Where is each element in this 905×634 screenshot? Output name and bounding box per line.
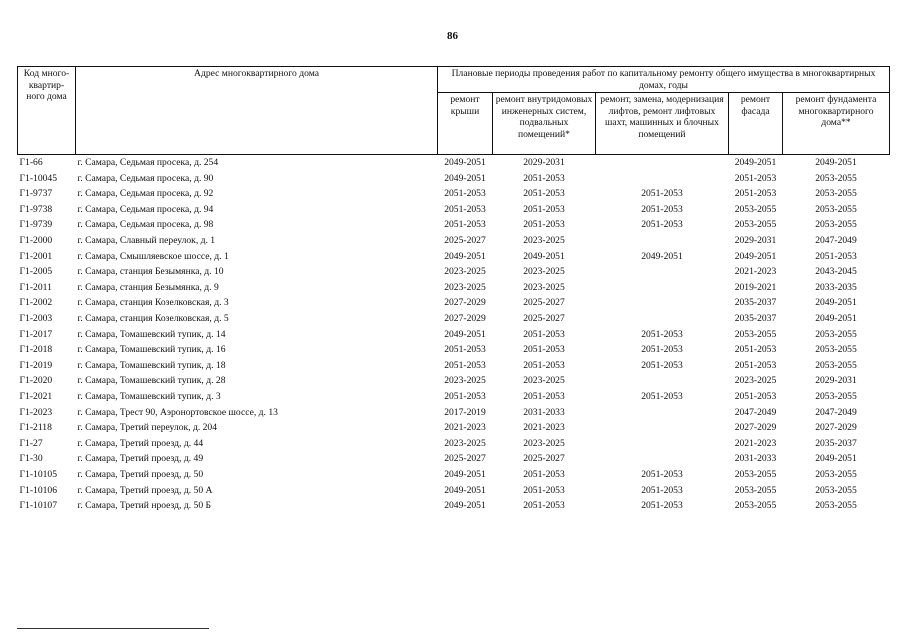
cell-roof: 2027-2029 xyxy=(444,297,486,309)
table-row xyxy=(18,420,890,436)
cell-elevators: 2051-2053 xyxy=(641,390,683,402)
cell-foundation: 2049-2051 xyxy=(815,297,857,309)
cell-roof: 2021-2023 xyxy=(444,422,486,434)
cell-elevators xyxy=(596,373,729,389)
footnote-rule xyxy=(17,628,209,629)
table-row xyxy=(18,171,890,187)
cell-code: Г1-2118 xyxy=(19,422,52,434)
cell-roof: 2025-2027 xyxy=(444,235,486,247)
cell-address: г. Самара, Смышляевское шоссе, д. 1 xyxy=(77,250,229,262)
cell-elevators xyxy=(596,436,729,452)
cell-foundation: 2053-2055 xyxy=(815,359,857,371)
cell-systems: 2029-2031 xyxy=(493,155,596,171)
cell-foundation: 2053-2055 xyxy=(815,390,857,402)
cell-elevators: 2051-2053 xyxy=(641,219,683,231)
cell-roof: 2049-2051 xyxy=(444,468,486,480)
cell-elevators: 2051-2053 xyxy=(641,188,683,200)
cell-foundation: 2053-2055 xyxy=(815,500,857,512)
cell-code: Г1-2018 xyxy=(19,344,53,356)
table-row xyxy=(18,342,890,358)
cell-facade: 2047-2049 xyxy=(734,406,777,418)
cell-elevators: 2051-2053 xyxy=(641,344,683,356)
cell-facade: 2031-2033 xyxy=(734,453,777,465)
cell-facade: 2053-2055 xyxy=(734,219,777,231)
header-facade: ремонт фасада xyxy=(729,93,783,155)
cell-foundation: 2029-2031 xyxy=(815,375,857,387)
cell-elevators xyxy=(596,295,729,311)
cell-elevators xyxy=(596,233,729,249)
cell-roof: 2023-2025 xyxy=(444,266,486,278)
cell-roof: 2049-2051 xyxy=(444,484,486,496)
cell-foundation: 2053-2055 xyxy=(815,188,857,200)
cell-systems: 2023-2025 xyxy=(523,375,565,387)
cell-facade: 2029-2031 xyxy=(734,235,777,247)
cell-address: г. Самара, Седьмая просека, д. 92 xyxy=(77,188,214,200)
cell-code: Г1-10107 xyxy=(19,500,58,512)
cell-foundation: 2043-2045 xyxy=(815,266,857,278)
cell-address: г. Самара, Славный переулок, д. 1 xyxy=(77,235,216,247)
cell-systems: 2049-2051 xyxy=(523,250,565,262)
table-row xyxy=(18,467,890,483)
table-row xyxy=(18,264,890,280)
cell-roof: 2049-2051 xyxy=(444,328,486,340)
table-row xyxy=(18,295,890,311)
cell-elevators xyxy=(596,451,729,467)
table-header xyxy=(18,67,890,155)
cell-systems: 2051-2053 xyxy=(523,188,565,200)
cell-facade: 2035-2037 xyxy=(734,312,777,324)
cell-address: г. Самара, Третий переулок, д. 204 xyxy=(77,422,218,434)
cell-facade: 2049-2051 xyxy=(734,250,777,262)
header-address: Адрес многоквартирного дома xyxy=(76,67,438,155)
cell-code: Г1-2001 xyxy=(19,250,53,262)
cell-roof: 2051-2053 xyxy=(444,390,486,402)
cell-elevators xyxy=(596,420,729,436)
table-row xyxy=(18,498,890,514)
cell-facade: 2051-2053 xyxy=(734,359,777,371)
cell-facade: 2027-2029 xyxy=(734,422,777,434)
page-number: 86 xyxy=(447,30,458,42)
cell-elevators: 2051-2053 xyxy=(641,203,683,215)
cell-address: г. Самара, Седьмая просека, д. 94 xyxy=(77,203,214,215)
cell-elevators: 2049-2051 xyxy=(641,250,683,262)
cell-facade: 2019-2021 xyxy=(734,281,777,293)
cell-address: г. Самара, Третий проезд, д. 44 xyxy=(77,437,204,449)
cell-elevators: 2051-2053 xyxy=(641,359,683,371)
table-row xyxy=(18,327,890,343)
cell-elevators: 2051-2053 xyxy=(641,468,683,480)
cell-code: Г1-2003 xyxy=(19,312,53,324)
cell-systems: 2051-2053 xyxy=(523,484,565,496)
cell-roof: 2023-2025 xyxy=(444,437,486,449)
cell-roof: 2027-2029 xyxy=(444,312,486,324)
header-code: Код много-квартир-ного дома xyxy=(18,67,76,155)
cell-systems: 2023-2025 xyxy=(523,266,565,278)
cell-address: г. Самара, Третий нроезд, д. 50 Б xyxy=(77,500,212,512)
cell-roof: 2051-2053 xyxy=(444,203,486,215)
cell-facade: 2053-2055 xyxy=(734,484,777,496)
cell-code: Г1-10106 xyxy=(19,484,58,496)
cell-systems: 2021-2023 xyxy=(523,422,565,434)
cell-address: г. Самара, станция Безымянка, д. 9 xyxy=(77,281,219,293)
cell-facade: 2053-2055 xyxy=(734,328,777,340)
cell-foundation: 2033-2035 xyxy=(815,281,857,293)
cell-address: г. Самара, Седьмая просека, д. 98 xyxy=(77,219,214,231)
cell-address: г. Самара, Томашевский тупик, д. 3 xyxy=(77,390,221,402)
cell-systems: 2051-2053 xyxy=(523,500,565,512)
cell-foundation: 2047-2049 xyxy=(815,235,857,247)
cell-address: г. Самара, Томашевский тупик, д. 18 xyxy=(77,359,226,371)
cell-facade: 2021-2023 xyxy=(734,437,777,449)
cell-foundation: 2049-2051 xyxy=(783,155,890,171)
table-row xyxy=(18,405,890,421)
cell-elevators: 2051-2053 xyxy=(641,484,683,496)
cell-systems: 2051-2053 xyxy=(523,328,565,340)
cell-foundation: 2035-2037 xyxy=(815,437,857,449)
table-row xyxy=(18,358,890,374)
cell-systems: 2031-2033 xyxy=(523,406,565,418)
cell-elevators xyxy=(596,155,729,171)
cell-address: г. Самара, Томашевский тупик, д. 14 xyxy=(77,328,226,340)
cell-roof: 2049-2051 xyxy=(444,172,486,184)
cell-facade: 2049-2051 xyxy=(729,155,783,171)
cell-roof: 2017-2019 xyxy=(444,406,486,418)
cell-address: г. Самара, станция Безымянка, д. 10 xyxy=(77,266,224,278)
cell-facade: 2053-2055 xyxy=(734,203,777,215)
table-row xyxy=(18,280,890,296)
cell-systems: 2051-2053 xyxy=(523,390,565,402)
cell-roof: 2025-2027 xyxy=(444,453,486,465)
table-row xyxy=(18,233,890,249)
cell-roof: 2051-2053 xyxy=(444,344,486,356)
header-periods: Плановые периоды проведения работ по капитальному ремонту общего имущества в многоквартирных домах, годы xyxy=(438,67,890,93)
cell-facade: 2051-2053 xyxy=(734,172,777,184)
cell-foundation: 2047-2049 xyxy=(815,406,857,418)
table-row xyxy=(18,451,890,467)
cell-code: Г1-10105 xyxy=(19,468,58,480)
cell-facade: 2023-2025 xyxy=(734,375,777,387)
cell-roof: 2049-2051 xyxy=(444,250,486,262)
cell-facade: 2051-2053 xyxy=(734,188,777,200)
cell-facade: 2035-2037 xyxy=(734,297,777,309)
cell-systems: 2051-2053 xyxy=(523,172,565,184)
cell-elevators: 2051-2053 xyxy=(641,328,683,340)
cell-address: г. Самара, Третий проезд, д. 50 xyxy=(77,468,204,480)
table-row xyxy=(18,389,890,405)
cell-roof: 2051-2053 xyxy=(444,219,486,231)
cell-code: Г1-2021 xyxy=(19,390,53,402)
header-foundation: ремонт фундамента многоквартирного дома** xyxy=(783,93,890,155)
cell-address: г. Самара, Седьмая просека, д. 90 xyxy=(77,172,214,184)
cell-facade: 2051-2053 xyxy=(734,344,777,356)
cell-code: Г1-2000 xyxy=(19,235,53,247)
table-row xyxy=(18,217,890,233)
cell-code: Г1-2002 xyxy=(19,297,53,309)
cell-code: Г1-2017 xyxy=(19,328,53,340)
cell-foundation: 2049-2051 xyxy=(815,312,857,324)
cell-elevators xyxy=(596,311,729,327)
cell-elevators xyxy=(596,264,729,280)
cell-address: г. Самара, Томашевский тупик, д. 16 xyxy=(77,344,226,356)
repair-schedule-table xyxy=(17,66,890,514)
cell-foundation: 2049-2051 xyxy=(815,453,857,465)
cell-code: Г1-66 xyxy=(18,155,76,171)
cell-foundation: 2053-2055 xyxy=(815,344,857,356)
cell-facade: 2021-2023 xyxy=(734,266,777,278)
cell-elevators xyxy=(596,280,729,296)
table-row xyxy=(18,373,890,389)
cell-code: Г1-9737 xyxy=(19,188,53,200)
table-body xyxy=(18,155,890,514)
cell-code: Г1-9739 xyxy=(19,219,53,231)
cell-elevators: 2051-2053 xyxy=(641,500,683,512)
cell-roof: 2023-2025 xyxy=(444,375,486,387)
cell-foundation: 2053-2055 xyxy=(815,328,857,340)
cell-elevators xyxy=(596,171,729,187)
table-row xyxy=(18,155,890,171)
cell-address: г. Самара, Трест 90, Аэронортовское шоссе, д. 13 xyxy=(77,406,278,418)
cell-facade: 2053-2055 xyxy=(734,468,777,480)
cell-code: Г1-10045 xyxy=(19,172,58,184)
cell-roof: 2049-2051 xyxy=(438,155,493,171)
table-row xyxy=(18,436,890,452)
cell-foundation: 2051-2053 xyxy=(815,250,857,262)
cell-systems: 2025-2027 xyxy=(523,312,565,324)
cell-foundation: 2053-2055 xyxy=(815,219,857,231)
cell-roof: 2051-2053 xyxy=(444,359,486,371)
cell-code: Г1-2020 xyxy=(19,375,53,387)
cell-address: г. Самара, Томашевский тупик, д. 28 xyxy=(77,375,226,387)
cell-foundation: 2053-2055 xyxy=(815,172,857,184)
cell-address: г. Самара, станция Козелковская, д. 5 xyxy=(77,312,229,324)
cell-systems: 2023-2025 xyxy=(523,281,565,293)
cell-systems: 2025-2027 xyxy=(523,297,565,309)
cell-roof: 2051-2053 xyxy=(444,188,486,200)
cell-systems: 2025-2027 xyxy=(523,453,565,465)
cell-code: Г1-2023 xyxy=(19,406,53,418)
cell-systems: 2051-2053 xyxy=(523,203,565,215)
cell-elevators xyxy=(596,405,729,421)
cell-code: Г1-9738 xyxy=(19,203,53,215)
table-row xyxy=(18,202,890,218)
table-row xyxy=(18,186,890,202)
table-row xyxy=(18,311,890,327)
cell-systems: 2023-2025 xyxy=(523,235,565,247)
cell-foundation: 2027-2029 xyxy=(815,422,857,434)
cell-code: Г1-2005 xyxy=(19,266,53,278)
cell-code: Г1-2011 xyxy=(19,281,52,293)
cell-code: Г1-2019 xyxy=(19,359,53,371)
cell-systems: 2051-2053 xyxy=(523,359,565,371)
cell-address: г. Самара, станция Козелковская, д. 3 xyxy=(77,297,229,309)
cell-address: г. Самара, Третий проезд, д. 50 А xyxy=(77,484,213,496)
cell-systems: 2051-2053 xyxy=(523,344,565,356)
cell-address: г. Самара, Третий проезд, д. 49 xyxy=(77,453,204,465)
cell-code: Г1-30 xyxy=(19,453,43,465)
cell-roof: 2049-2051 xyxy=(444,500,486,512)
header-roof: ремонт крыши xyxy=(438,93,493,155)
cell-systems: 2051-2053 xyxy=(523,219,565,231)
table-row xyxy=(18,249,890,265)
cell-facade: 2051-2053 xyxy=(734,390,777,402)
header-systems: ремонт внутридомовых инженерных систем, подвальных помещений* xyxy=(493,93,596,155)
cell-foundation: 2053-2055 xyxy=(815,468,857,480)
cell-address: г. Самара, Седьмая просека, д. 254 xyxy=(76,155,438,171)
cell-facade: 2053-2055 xyxy=(734,500,777,512)
cell-foundation: 2053-2055 xyxy=(815,484,857,496)
cell-foundation: 2053-2055 xyxy=(815,203,857,215)
header-elevators: ремонт, замена, модернизация лифтов, ремонт лифтовых шахт, машинных и блочных помещений xyxy=(596,93,729,155)
cell-systems: 2051-2053 xyxy=(523,468,565,480)
cell-roof: 2023-2025 xyxy=(444,281,486,293)
table-row xyxy=(18,482,890,498)
cell-systems: 2023-2025 xyxy=(523,437,565,449)
cell-code: Г1-27 xyxy=(19,437,43,449)
